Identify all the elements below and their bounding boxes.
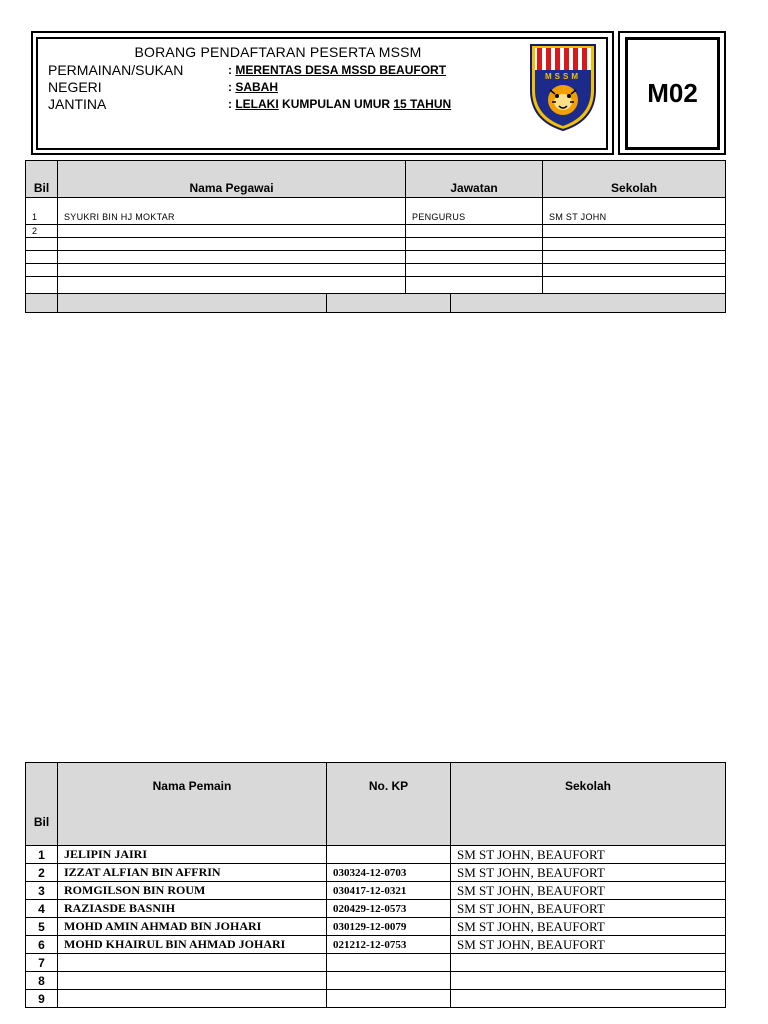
player-kp: 030129-12-0079 <box>327 918 451 936</box>
kumpulan-label: KUMPULAN UMUR <box>282 97 391 111</box>
mssm-tiger-shield-logo <box>528 42 598 132</box>
player-kp: 021212-12-0753 <box>327 936 451 954</box>
table-row <box>26 225 726 238</box>
player-sekolah: SM ST JOHN, BEAUFORT <box>451 864 726 882</box>
player-nama <box>58 954 327 972</box>
player-bil: 6 <box>26 936 58 954</box>
players-header-bil: Bil <box>26 763 58 846</box>
official-sekolah <box>543 225 726 238</box>
table-row <box>26 900 726 918</box>
player-bil: 8 <box>26 972 58 990</box>
players-table <box>25 762 726 1008</box>
players-header-row <box>26 763 726 846</box>
player-nama <box>58 972 327 990</box>
player-sekolah <box>451 990 726 1008</box>
form-title: BORANG PENDAFTARAN PESERTA MSSM <box>134 44 422 60</box>
official-jawatan: PENGURUS <box>406 198 543 225</box>
player-bil: 9 <box>26 990 58 1008</box>
player-nama: JELIPIN JAIRI <box>58 846 327 864</box>
table-row <box>26 864 726 882</box>
player-nama <box>58 990 327 1008</box>
player-sekolah: SM ST JOHN, BEAUFORT <box>451 846 726 864</box>
player-sekolah: SM ST JOHN, BEAUFORT <box>451 918 726 936</box>
player-nama: IZZAT ALFIAN BIN AFFRIN <box>58 864 327 882</box>
table-row <box>26 972 726 990</box>
player-kp <box>327 990 451 1008</box>
table-row <box>26 882 726 900</box>
player-kp <box>327 972 451 990</box>
officials-header-row <box>26 161 726 198</box>
form-code: M02 <box>625 37 720 150</box>
table-row <box>26 198 726 225</box>
official-bil: 2 <box>26 225 58 238</box>
jantina-value <box>228 97 451 111</box>
official-bil: 1 <box>26 198 58 225</box>
officials-header-nama: Nama Pegawai <box>58 161 406 198</box>
player-nama: RAZIASDE BASNIH <box>58 900 327 918</box>
table-row <box>26 846 726 864</box>
player-bil: 3 <box>26 882 58 900</box>
table-row <box>26 936 726 954</box>
official-nama <box>58 225 406 238</box>
player-sekolah: SM ST JOHN, BEAUFORT <box>451 900 726 918</box>
players-header-nama: Nama Pemain <box>58 763 327 846</box>
permainan-value <box>228 63 446 77</box>
player-kp <box>327 954 451 972</box>
table-row <box>26 264 726 277</box>
player-nama: MOHD KHAIRUL BIN AHMAD JOHARI <box>58 936 327 954</box>
player-kp <box>327 846 451 864</box>
table-row <box>26 238 726 251</box>
officials-table <box>25 160 726 313</box>
table-row <box>26 918 726 936</box>
table-row <box>26 954 726 972</box>
player-sekolah <box>451 972 726 990</box>
negeri-label: NEGERI <box>48 79 102 95</box>
players-header-sekolah: Sekolah <box>451 763 726 846</box>
logo-text: MSSM <box>545 72 581 81</box>
officials-header-bil: Bil <box>26 161 58 198</box>
player-kp: 030324-12-0703 <box>327 864 451 882</box>
table-row <box>26 251 726 264</box>
official-sekolah: SM ST JOHN <box>543 198 726 225</box>
negeri-value-text: SABAH <box>235 80 279 94</box>
table-row <box>26 277 726 294</box>
player-nama: MOHD AMIN AHMAD BIN JOHARI <box>58 918 327 936</box>
player-kp: 020429-12-0573 <box>327 900 451 918</box>
separator: : <box>228 63 236 77</box>
officials-header-jawatan: Jawatan <box>406 161 543 198</box>
player-bil: 4 <box>26 900 58 918</box>
player-bil: 5 <box>26 918 58 936</box>
separator: : <box>228 97 236 111</box>
table-footer-row <box>26 294 726 313</box>
player-bil: 7 <box>26 954 58 972</box>
player-sekolah: SM ST JOHN, BEAUFORT <box>451 936 726 954</box>
official-jawatan <box>406 225 543 238</box>
permainan-label: PERMAINAN/SUKAN <box>48 62 184 78</box>
player-sekolah: SM ST JOHN, BEAUFORT <box>451 882 726 900</box>
player-kp: 030417-12-0321 <box>327 882 451 900</box>
permainan-value-text: MERENTAS DESA MSSD BEAUFORT <box>235 63 447 77</box>
player-sekolah <box>451 954 726 972</box>
players-header-kp: No. KP <box>327 763 451 846</box>
player-bil: 2 <box>26 864 58 882</box>
player-bil: 1 <box>26 846 58 864</box>
officials-header-sekolah: Sekolah <box>543 161 726 198</box>
player-nama: ROMGILSON BIN ROUM <box>58 882 327 900</box>
negeri-value <box>228 80 278 94</box>
kumpulan-value: 15 TAHUN <box>393 97 452 111</box>
table-row <box>26 990 726 1008</box>
jantina-label: JANTINA <box>48 96 107 112</box>
separator: : <box>228 80 236 94</box>
jantina-value-text: LELAKI <box>235 97 279 111</box>
official-nama: SYUKRI BIN HJ MOKTAR <box>58 198 406 225</box>
